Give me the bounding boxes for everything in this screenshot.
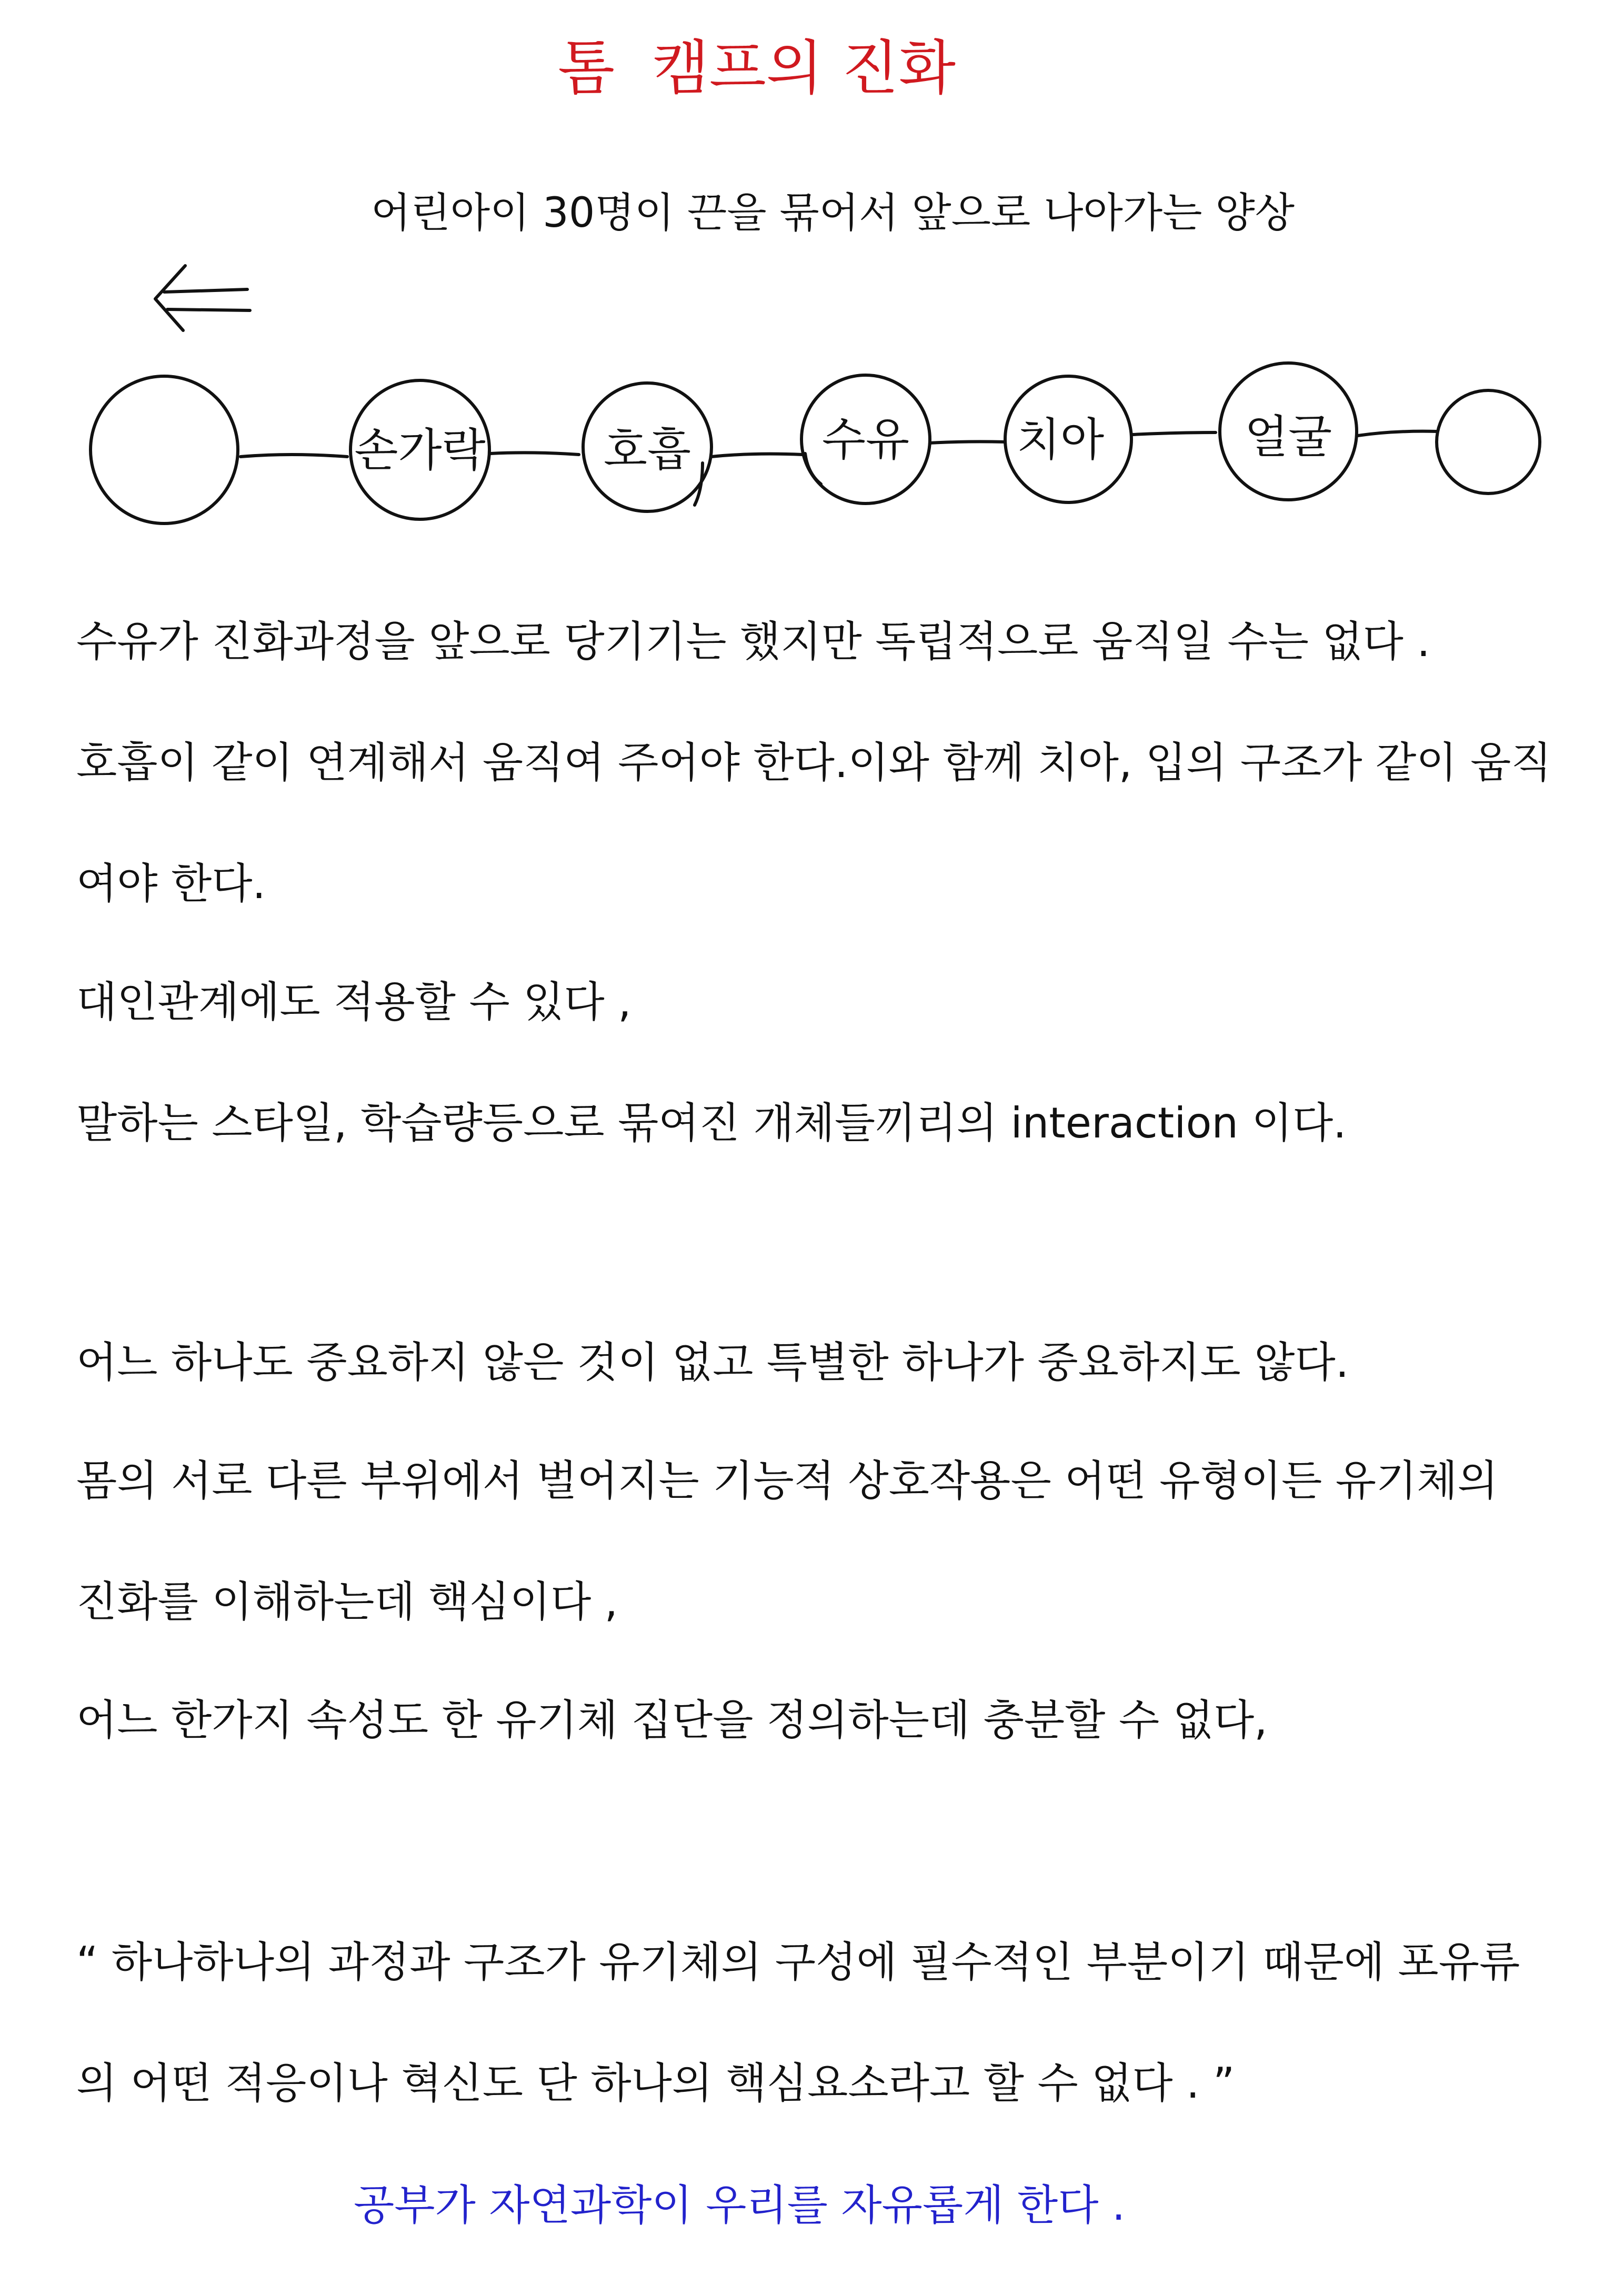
chain-link — [240, 455, 347, 457]
chain-label-finger: 손가락 — [354, 424, 486, 477]
body-line-1: 수유가 진화과정을 앞으로 당기기는 했지만 독립적으로 움직일 수는 없다 . — [76, 617, 1430, 666]
quote-line-2: 의 어떤 적응이나 혁신도 단 하나의 핵심요소라고 할 수 없다 . ” — [76, 2059, 1235, 2108]
chain-link — [711, 454, 803, 457]
evolution-chain-diagram — [0, 237, 1624, 531]
chain-label-breathing: 호흡 — [603, 424, 691, 477]
quote-line-1: “ 하나하나의 과정과 구조가 유기체의 구성에 필수적인 부분이기 때문에 포유류 — [76, 1938, 1520, 1987]
chain-link — [1132, 432, 1216, 435]
chain-node-start — [91, 376, 238, 523]
left-double-arrow-icon — [155, 266, 250, 330]
body-line-5: 말하는 스타일, 학습량등으로 묶여진 개체들끼리의 interaction 이다. — [76, 1099, 1347, 1147]
body-line-8: 진화를 이해하는데 핵심이다 , — [76, 1577, 618, 1626]
body-line-2: 호흡이 같이 연계해서 움직여 주어야 한다.이와 함께 치아, 입의 구조가 같이 움직 — [76, 738, 1552, 787]
chain-label-nursing: 수유 — [821, 414, 910, 466]
chain-link — [1358, 431, 1437, 436]
chain-label-teeth: 치아 — [1016, 414, 1105, 466]
chain-label-face: 얼굴 — [1244, 411, 1332, 464]
body-line-9: 어느 한가지 속성도 한 유기체 집단을 정의하는데 충분할 수 없다, — [76, 1696, 1268, 1745]
chain-node-end — [1437, 390, 1540, 494]
body-line-6: 어느 하나도 중요하지 않은 것이 없고 특별한 하나가 중요하지도 않다. — [76, 1338, 1349, 1387]
chain-link — [930, 441, 1005, 443]
body-line-7: 몸의 서로 다른 부위에서 벌어지는 기능적 상호작용은 어떤 유형이든 유기체의 — [76, 1456, 1498, 1505]
diagram-caption: 어린아이 30명이 끈을 묶어서 앞으로 나아가는 양상 — [371, 189, 1295, 237]
chain-link — [490, 452, 579, 455]
body-line-4: 대인관계에도 적용할 수 있다 , — [76, 978, 631, 1026]
body-line-3: 여야 한다. — [76, 859, 266, 908]
closing-statement: 공부가 자연과학이 우리를 자유롭게 한다 . — [354, 2181, 1126, 2230]
page-title: 톰 캠프의 진화 — [558, 34, 956, 103]
